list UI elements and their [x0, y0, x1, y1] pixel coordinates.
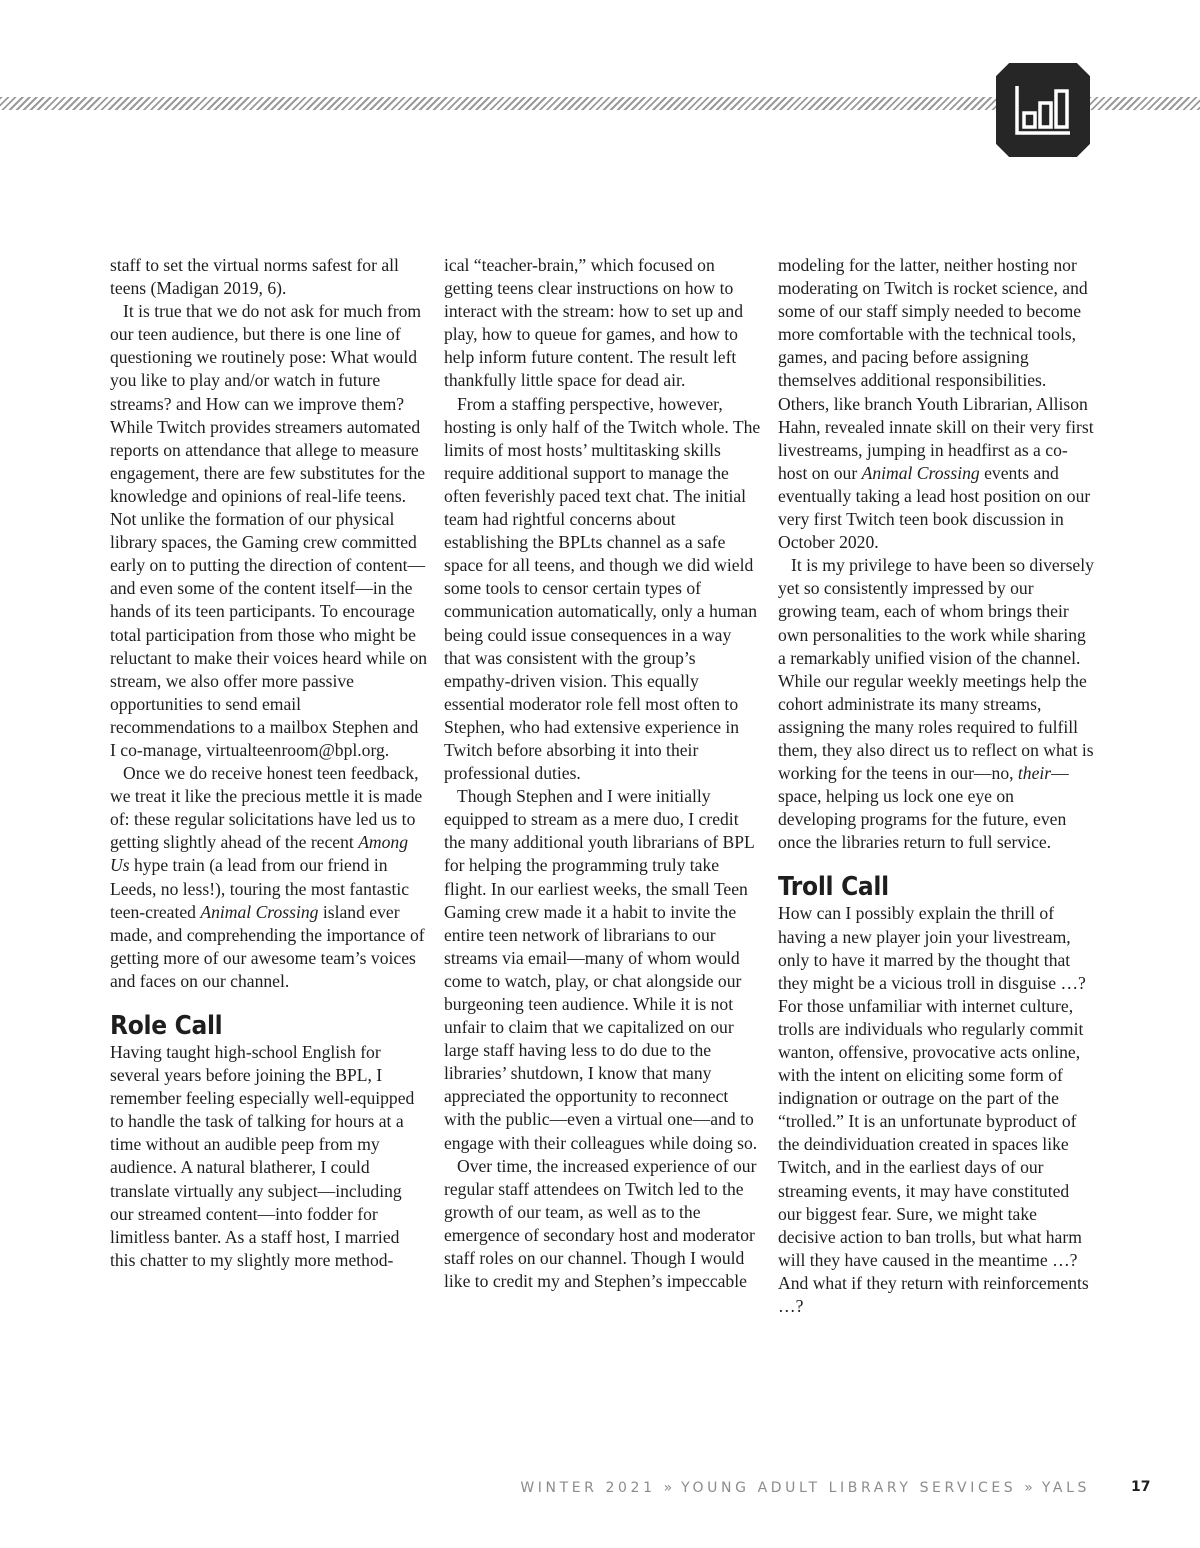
paragraph: modeling for the latter, neither hosting nor moderating on Twitch is rocket science, and some of our staff simply needed to become more comfortable with the technical tools, games, and pacing before assigning themselves additional responsibilities. Others, like branch Youth Librarian, Allison Hahn, revealed innate skill on their very first livestreams, jumping in headfirst as a co-host on our Animal Crossing events and eventually taking a lead host position on our very first Twitch teen book discussion in October 2020. [778, 255, 1094, 553]
paragraph: From a staffing perspective, however, hosting is only half of the Twitch whole. The limits of most hosts’ multitasking skills require additional support to manage the often feverishly paced text chat. The initial team had rightful concerns about establishing the BPLts channel as a safe space for all teens, and though we did wield some tools to censor certain types of communication automatically, only a human being could issue consequences in a way that was consistent with the group’s empathy-driven vision. This equally essential moderator role fell most often to Stephen, who had extensive experience in Twitch before absorbing it into their professional duties. [444, 393, 761, 784]
paragraph: Though Stephen and I were initially equipped to stream as a mere duo, I credit the many additional youth librarians of BPL for helping the programming truly take flight. In our earliest weeks, the small Teen Gaming crew made it a habit to invite the entire teen network of librarians to our streams via email—many of whom would come to watch, play, or chat alongside our burgeoning teen audience. While it is not unfair to claim that we capitalized on our large staff having less to do due to the libraries’ shutdown, I know that many appreciated the opportunity to reconnect with the public—even a virtual one—and to engage with their colleagues while doing so. [444, 786, 758, 1153]
footer-abbrev: YALS [1041, 1480, 1090, 1496]
paragraph: ical “teacher-brain,” which focused on getting teens clear instructions on how to interact with the stream: how to set up and play, how to queue for games, and how to help inform future content. The result left thankfully little space for dead air. [444, 255, 744, 391]
section-heading-troll-call: Troll Call [778, 872, 889, 903]
column-2 [444, 254, 762, 1293]
paragraph: It is my privilege to have been so diversely yet so consistently impressed by our growing team, each of whom brings their own personalities to the work while sharing a remarkably unified vision of the channel. While our regular weekly meetings help the cohort administrate its many streams, assigning the many roles required to fulfill them, they also direct us to reflect on what is working for the teens in our—no, their—space, helping us lock one eye on developing programs for the future, even once the libraries return to full service. [778, 555, 1094, 853]
page-number: 17 [1131, 1479, 1151, 1495]
running-footer [520, 1480, 1090, 1496]
paragraph: Having taught high-school English for several years before joining the BPL, I remember feeling especially well-equipped to handle the task of talking for hours at a time without an audible peep from my audience. A natural blatherer, I could translate virtually any subject—including our streamed content—into fodder for limitless banter. As a staff host, I married this chatter to my slightly more method- [110, 1042, 415, 1270]
footer-separator: » [1024, 1480, 1034, 1496]
section-badge [996, 63, 1090, 157]
column-1 [110, 254, 428, 1272]
footer-season: WINTER 2021 [520, 1480, 656, 1496]
footer-journal: YOUNG ADULT LIBRARY SERVICES [681, 1480, 1017, 1496]
paragraph: staff to set the virtual norms safest for all teens (Madigan 2019, 6). [110, 255, 399, 299]
paragraph: How can I possibly explain the thrill of having a new player join your livestream, only to have it marred by the thought that they might be a vicious troll in disguise …? For those unfamiliar with internet culture, trolls are individuals who regularly commit wanton, offensive, provocative acts online, with the intent on eliciting some form of indignation or outrage on the part of the “trolled.” It is an unfortunate byproduct of the deindividuation created in spaces like Twitch, and in the earliest days of our streaming events, it may have constituted our biggest fear. Sure, we might take decisive action to ban trolls, but what harm will they have caused in the meantime …? And what if they return with reinforcements …? [778, 903, 1089, 1317]
paragraph: It is true that we do not ask for much from our teen audience, but there is one line of questioning we routinely pose: What would you like to play and/or watch in future streams? and How can we improve them? While Twitch provides streamers automated reports on attendance that allege to measure engagement, there are few substitutes for the knowledge and opinions of real-life teens. Not unlike the formation of our physical library spaces, the Gaming crew committed early on to putting the direction of content—and even some of the content itself—in the hands of its teen participants. To encourage total participation from those who might be reluctant to make their voices heard while on stream, we also offer more passive opportunities to send email recommendations to a mailbox Stephen and I co-manage, virtualteenroom@bpl.org. [110, 301, 428, 760]
column-3 [778, 254, 1096, 1318]
paragraph: Once we do receive honest teen feedback, we treat it like the precious mettle it is made of: these regular solicitations have led us to getting slightly ahead of the recent Among Us hype train (a lead from our friend in Leeds, no less!), touring the most fantastic teen-created Animal Crossing island ever made, and comprehending the importance of getting more of our awesome team’s voices and faces on our channel. [110, 763, 425, 991]
section-heading-role-call: Role Call [110, 1011, 223, 1041]
bar-chart-icon [996, 63, 1090, 157]
footer-separator: » [663, 1480, 674, 1496]
paragraph: Over time, the increased experience of our regular staff attendees on Twitch led to the growth of our team, as well as to the emergence of secondary host and moderator staff roles on our channel. Though I would like to credit my and Stephen’s impeccable [444, 1155, 757, 1292]
